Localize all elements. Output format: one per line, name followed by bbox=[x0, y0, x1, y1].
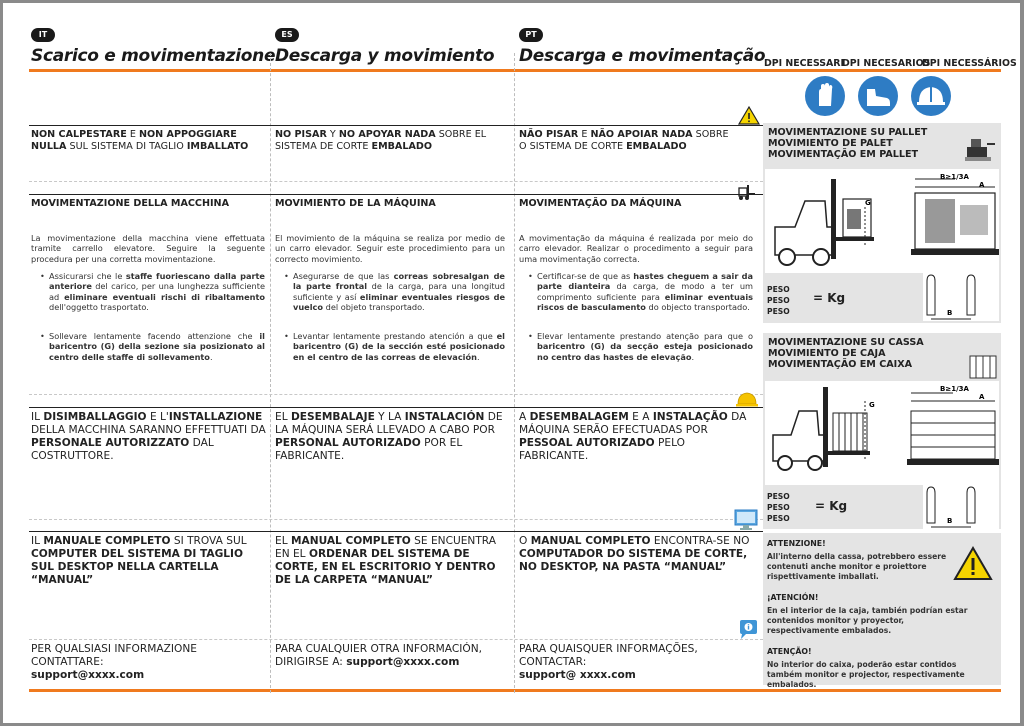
machine-bullet1-it: • Assicurarsi che le staffe fuoriescano dalla parte anteriore del carico, per una lunghezza sufficiente ad eliminare eventuali rischi di ribaltamento dell'oggetto trasportato. bbox=[49, 271, 265, 313]
row-divider bbox=[29, 181, 763, 182]
manual-text-es: EL MANUAL COMPLETO SE ENCUENTRA EN EL ORDENAR DEL SISTEMA DE CORTE, EN EL ESCRITORIO Y DENTRO DE LA CARPETA “MANUAL” bbox=[275, 535, 496, 586]
column-title-it: Scarico e movimentazione bbox=[31, 46, 276, 66]
hard-hat-icon bbox=[735, 391, 759, 407]
contact-text-pt: PARA QUAISQUER INFORMAÇÕES, CONTACTAR: support@ xxxx.com bbox=[519, 643, 698, 681]
warning-triangle-icon bbox=[738, 106, 760, 125]
pallet-machine-icon bbox=[965, 135, 997, 163]
forklift-icon bbox=[736, 183, 756, 201]
machine-heading-it: MOVIMENTAZIONE DELLA MACCHINA bbox=[31, 198, 230, 209]
manual-text-pt: O MANUAL COMPLETO ENCONTRA-SE NO COMPUTADOR DO SISTEMA DE CORTE, NO DESKTOP, NA PASTA “MANUAL” bbox=[519, 535, 750, 573]
safety-shoes-icon bbox=[858, 76, 898, 116]
column-title-es: Descarga y movimiento bbox=[275, 46, 495, 66]
support-email-link[interactable]: support@xxxx.com bbox=[31, 669, 145, 681]
support-email-link[interactable]: support@ xxxx.com bbox=[519, 669, 636, 681]
machine-bullet2-pt: • Elevar lentamente prestando atenção para que o baricentro (G) da secção esteja posicionado no centro das hastes de elevação. bbox=[537, 331, 753, 362]
gloves-icon bbox=[805, 76, 845, 116]
case-a-label: A bbox=[979, 393, 985, 401]
pallet-forklift-diagram bbox=[765, 169, 999, 273]
pallet-b-label: B bbox=[947, 309, 953, 317]
machine-intro-es: El movimiento de la máquina se realiza por medio de un carro elevador. Seguir este procedimiento para un correcto movimiento. bbox=[275, 233, 505, 264]
case-title: MOVIMENTAZIONE SU CASSA MOVIMIENTO DE CAJA MOVIMENTAÇÃO EM CAIXA bbox=[768, 337, 924, 370]
row-divider bbox=[29, 407, 763, 408]
column-separator bbox=[514, 53, 515, 693]
fork-position-diagram bbox=[923, 271, 999, 321]
column-separator bbox=[270, 53, 271, 693]
pallet-g-label: G bbox=[865, 199, 871, 207]
warning-heading-pt: ATENÇÃO! bbox=[767, 647, 812, 656]
unpack-text-it: IL DISIMBALLAGGIO E L'INSTALLAZIONE DELLA MACCHINA SARANNO EFFETTUATI DA PERSONALE AUTORIZZATO DAL COSTRUTTORE. bbox=[31, 411, 266, 462]
info-chat-icon bbox=[736, 619, 758, 641]
lang-badge-pt: PT bbox=[519, 28, 543, 42]
case-g-label: G bbox=[869, 401, 875, 409]
warning-text-it: All'interno della cassa, potrebbero essere contenuti anche monitor e proiettore rispettivamente imballati. bbox=[767, 552, 947, 581]
case-weight-labels: PESO PESO PESO bbox=[767, 492, 790, 523]
machine-intro-it: La movimentazione della macchina viene effettuata tramite carrello elevatore. Seguire la seguente procedura per una corretta movimentazione. bbox=[31, 233, 265, 264]
contact-text-it: PER QUALSIASI INFORMAZIONE CONTATTARE: support@xxxx.com bbox=[31, 643, 197, 681]
pallet-title: MOVIMENTAZIONE SU PALLET MOVIMIENTO DE PALET MOVIMENTAÇÃO EM PALLET bbox=[768, 127, 928, 160]
row-divider bbox=[29, 194, 763, 195]
warning-triangle-icon bbox=[953, 546, 993, 581]
row-divider bbox=[29, 531, 763, 532]
row-divider bbox=[29, 394, 763, 395]
no-step-text-it: NON CALPESTARE E NON APPOGGIARE NULLA SUL SISTEMA DI TAGLIO IMBALLATO bbox=[31, 129, 249, 152]
pallet-a-label: A bbox=[979, 181, 985, 189]
machine-bullet1-es: • Asegurarse de que las correas sobresalgan de la parte frontal de la carga, para una longitud suficiente y así eliminar eventuales riesgos de vuelco del objeto transportado. bbox=[293, 271, 505, 313]
column-title-pt: Descarga e movimentação bbox=[519, 46, 766, 66]
case-forklift-diagram bbox=[765, 381, 999, 485]
manual-page bbox=[3, 3, 1020, 723]
helmet-icon bbox=[911, 76, 951, 116]
warning-text-es: En el interior de la caja, también podrían estar contenidos monitor y proyector, respectivamente embalados. bbox=[767, 606, 968, 635]
warning-heading-es: ¡ATENCIÓN! bbox=[767, 593, 819, 602]
support-email-link[interactable]: support@xxxx.com bbox=[346, 656, 460, 668]
dpi-label-it: DPI NECESSARI bbox=[764, 58, 844, 69]
no-step-text-es: NO PISAR Y NO APOYAR NADA SOBRE EL SISTEMA DE CORTE EMBALADO bbox=[275, 129, 487, 152]
header-divider bbox=[29, 69, 1001, 72]
case-ratio-label: B≥1/3A bbox=[940, 385, 969, 393]
warning-heading-it: ATTENZIONE! bbox=[767, 539, 826, 548]
machine-heading-es: MOVIMIENTO DE LA MÁQUINA bbox=[275, 198, 436, 209]
unpack-text-pt: A DESEMBALAGEM E A INSTALAÇÃO DA MÁQUINA SERÃO EFECTUADAS POR PESSOAL AUTORIZADO PELO FABRICANTE. bbox=[519, 411, 747, 462]
row-divider bbox=[29, 639, 763, 640]
row-divider bbox=[29, 519, 763, 520]
row-divider bbox=[29, 125, 763, 126]
machine-intro-pt: A movimentação da máquina é realizada por meio do carro elevador. Realizar o procedimento a seguir para uma movimentação correcta. bbox=[519, 233, 753, 264]
lang-badge-es: ES bbox=[275, 28, 299, 42]
unpack-text-es: EL DESEMBALAJE Y LA INSTALACIÓN DE LA MÁQUINA SERÁ LLEVADO A CABO POR PERSONAL AUTORIZADO POR EL FABRICANTE. bbox=[275, 411, 503, 462]
monitor-icon bbox=[734, 509, 758, 531]
warning-text-pt: No interior do caixa, poderão estar contidos também monitor e projector, respectivamente embalados. bbox=[767, 660, 965, 689]
manual-text-it: IL MANUALE COMPLETO SI TROVA SUL COMPUTER DEL SISTEMA DI TAGLIO SUL DESKTOP NELLA CARTELLA “MANUAL” bbox=[31, 535, 247, 586]
case-fork-position-diagram bbox=[923, 483, 999, 529]
dpi-label-pt: DPI NECESSÁRIOS bbox=[922, 58, 1017, 69]
pallet-weight-labels: PESO PESO PESO bbox=[767, 285, 790, 316]
pallet-ratio-label: B≥1/3A bbox=[940, 173, 969, 181]
pallet-weight-kg: = Kg bbox=[813, 291, 846, 305]
machine-bullet2-es: • Levantar lentamente prestando atención a que el baricentro (G) de la sección esté posicionado en el centro de las correas de elevación. bbox=[293, 331, 505, 362]
case-b-label: B bbox=[947, 517, 953, 525]
no-step-text-pt: NÃO PISAR E NÃO APOIAR NADA SOBRE O SISTEMA DE CORTE EMBALADO bbox=[519, 129, 729, 152]
dpi-label-es: DPI NECESARIOS bbox=[842, 58, 931, 69]
machine-bullet1-pt: • Certificar-se de que as hastes cheguem a sair da parte dianteira da carga, de modo a ter um comprimento suficiente para eliminar eventuais riscos de basculamento do objecto transportado. bbox=[537, 271, 753, 313]
machine-bullet2-it: • Sollevare lentamente facendo attenzione che il baricentro (G) della sezione sia posizionato al centro delle staffe di sollevamento. bbox=[49, 331, 265, 362]
lang-badge-it: IT bbox=[31, 28, 55, 42]
contact-text-es: PARA CUALQUIER OTRA INFORMACIÓN, DIRIGIRSE A: support@xxxx.com bbox=[275, 643, 482, 668]
machine-heading-pt: MOVIMENTAÇÃO DA MÁQUINA bbox=[519, 198, 682, 209]
case-weight-kg: = Kg bbox=[815, 499, 848, 513]
case-crate-icon bbox=[969, 355, 997, 379]
